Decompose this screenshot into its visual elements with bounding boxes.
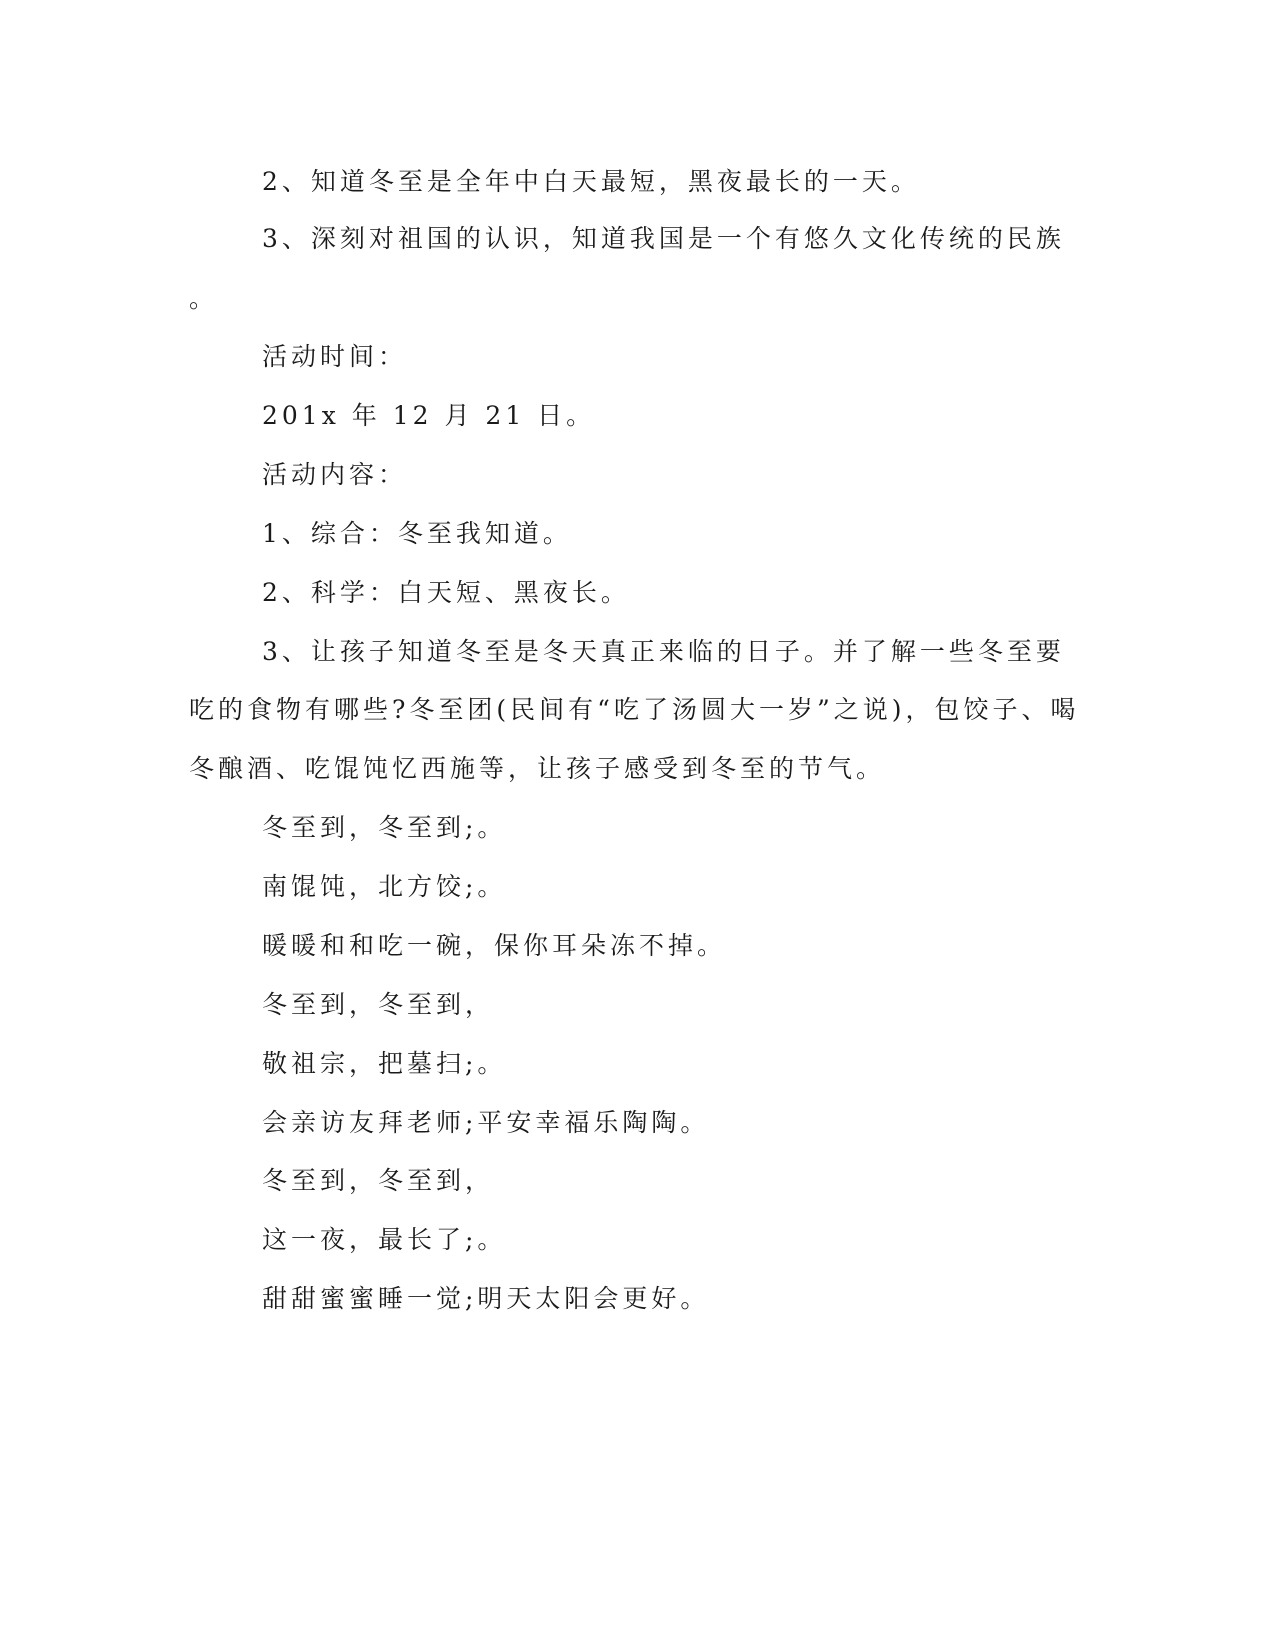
content-item-3-line-3: 冬酿酒、吃馄饨忆西施等，让孩子感受到冬至的节气。 — [189, 754, 886, 783]
paragraph-goal-3: 3、深刻对祖国的认识，知道我国是一个有悠久文化传统的民族 — [262, 224, 1065, 253]
rhyme-line-6: 会亲访友拜老师;平安幸福乐陶陶。 — [262, 1108, 710, 1137]
content-item-3-line-2: 吃的食物有哪些?冬至团(民间有“吃了汤圆大一岁”之说)，包饺子、喝 — [189, 695, 1080, 724]
section-heading-content: 活动内容： — [262, 460, 408, 489]
rhyme-line-1: 冬至到，冬至到;。 — [262, 813, 507, 842]
paragraph-goal-3-continued: 。 — [189, 284, 219, 313]
rhyme-line-9: 甜甜蜜蜜睡一觉;明天太阳会更好。 — [262, 1284, 710, 1313]
content-item-2: 2、科学：白天短、黑夜长。 — [262, 578, 630, 607]
rhyme-line-2: 南馄饨，北方饺;。 — [262, 872, 507, 901]
rhyme-line-5: 敬祖宗，把墓扫;。 — [262, 1049, 507, 1078]
rhyme-line-3: 暖暖和和吃一碗，保你耳朵冻不掉。 — [262, 931, 727, 960]
rhyme-line-8: 这一夜，最长了;。 — [262, 1225, 507, 1254]
rhyme-line-4: 冬至到，冬至到， — [262, 990, 495, 1019]
section-heading-time: 活动时间： — [262, 342, 408, 371]
content-item-3: 3、让孩子知道冬至是冬天真正来临的日子。并了解一些冬至要 — [262, 637, 1065, 666]
paragraph-goal-2: 2、知道冬至是全年中白天最短，黑夜最长的一天。 — [262, 167, 920, 196]
rhyme-line-7: 冬至到，冬至到， — [262, 1166, 495, 1195]
activity-date: 201x 年 12 月 21 日。 — [262, 401, 596, 430]
content-item-1: 1、综合：冬至我知道。 — [262, 519, 572, 548]
